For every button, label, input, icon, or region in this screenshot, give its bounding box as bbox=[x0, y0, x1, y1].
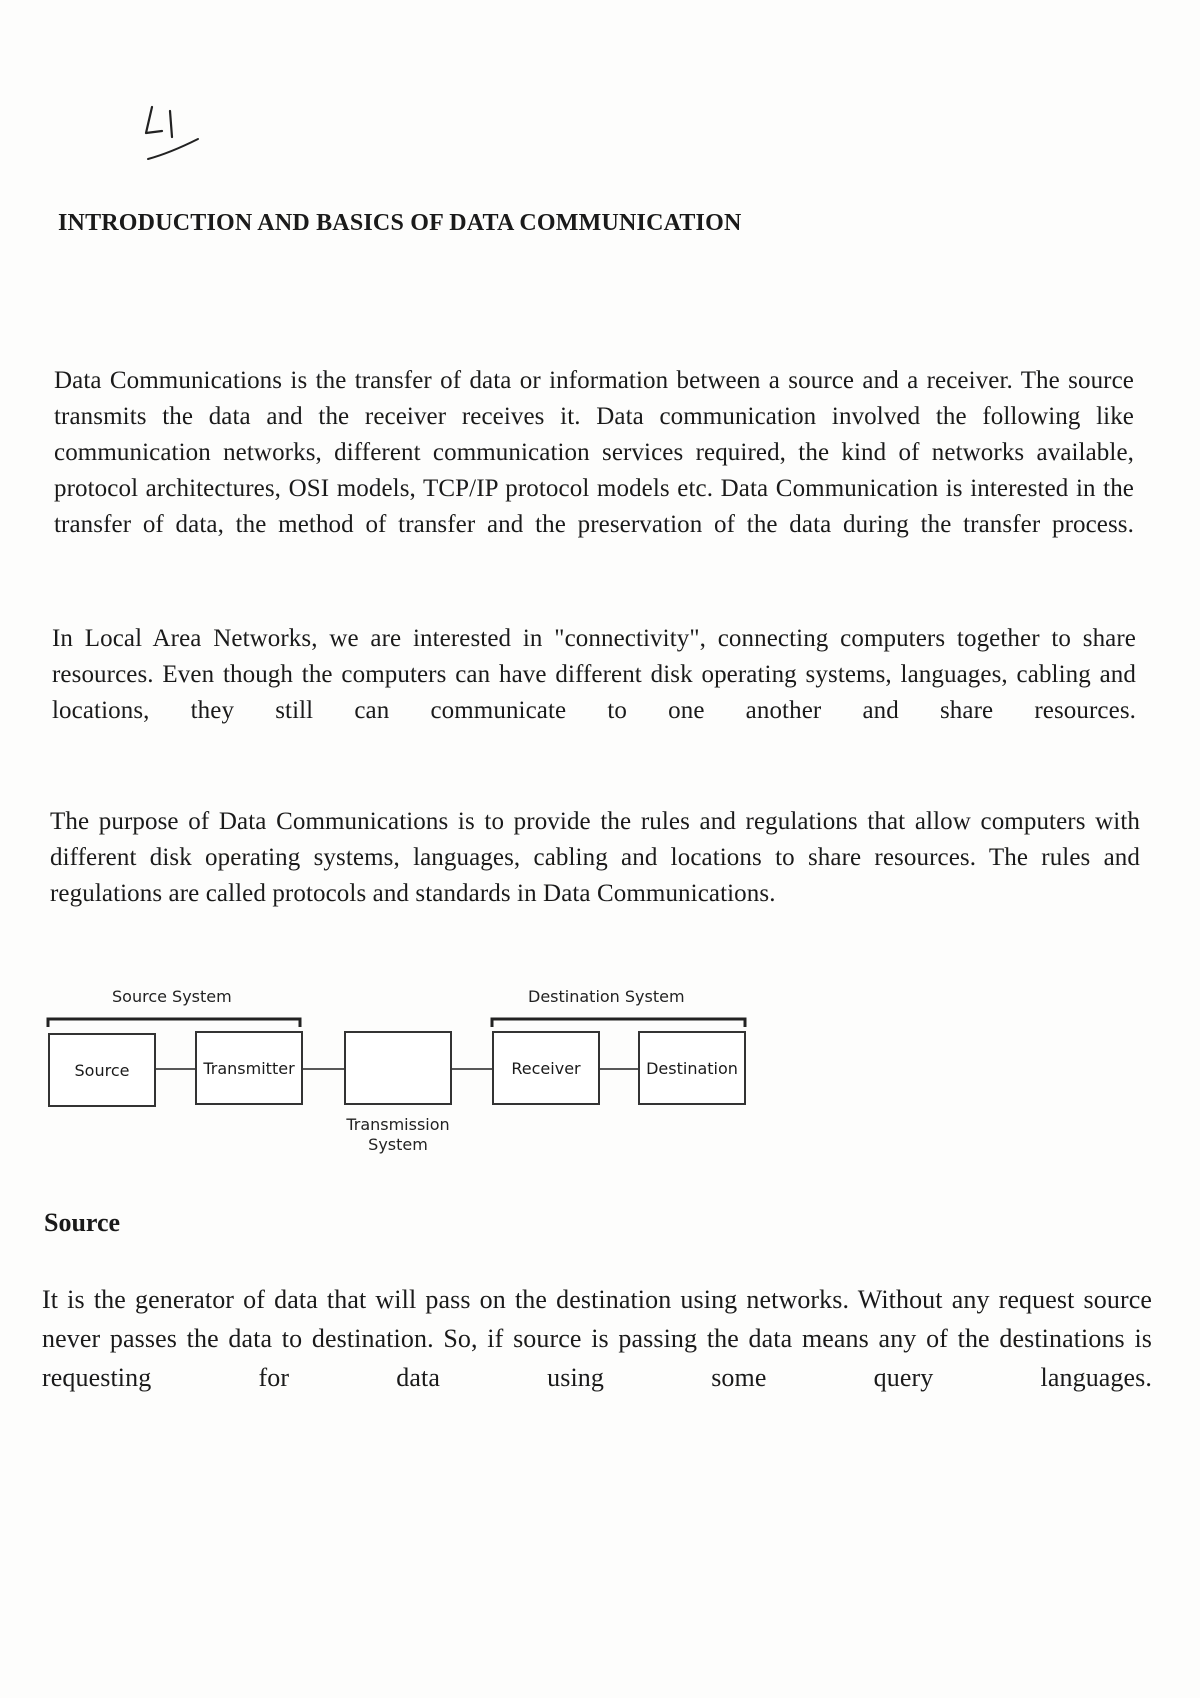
source-system-label: Source System bbox=[112, 987, 232, 1006]
paragraph-data-communications: Data Communications is the transfer of data or information between a source and a receiver. The source transmits the data and the receiver receives it. Data communication involved the following like communication networks, different communication services required, the kind of networks available, protocol architectures, OSI models, TCP/IP protocol models etc. Data Communication is interested in the transfer of data, the method of transfer and the preservation of the data during the transfer process. bbox=[54, 367, 1134, 538]
transmission-system-label-line2: System bbox=[368, 1135, 428, 1154]
data-communication-diagram bbox=[40, 975, 760, 1165]
transmission-system-label-line1: Transmission bbox=[346, 1115, 450, 1134]
transmitter-box: Transmitter bbox=[195, 1031, 303, 1105]
source-system-bracket bbox=[48, 1019, 300, 1027]
paragraph-source: It is the generator of data that will pass on the destination using networks. Without any request source never passes the data to destination. So, if source is passing the data means any of the destinations is requesting for data using some query languages. bbox=[42, 1285, 1152, 1392]
source-box: Source bbox=[48, 1033, 156, 1107]
document-title: INTRODUCTION AND BASICS OF DATA COMMUNICATION bbox=[58, 210, 742, 236]
paragraph-local-area-networks: In Local Area Networks, we are interested in "connectivity", connecting computers together to share resources. Even though the computers can have different disk operating systems, languages, cabling and locations, they still can communicate to one another and share resources. bbox=[52, 625, 1136, 724]
destination-system-label: Destination System bbox=[528, 987, 685, 1006]
handwritten-page-number bbox=[140, 95, 220, 175]
receiver-box: Receiver bbox=[492, 1031, 600, 1105]
paragraph-purpose: The purpose of Data Communications is to provide the rules and regulations that allow computers with different disk operating systems, languages, cabling and locations to share resources. The rules and regulations are called protocols and standards in Data Communications. bbox=[50, 808, 1140, 907]
destination-box: Destination bbox=[638, 1031, 746, 1105]
transmission-box bbox=[344, 1031, 452, 1105]
destination-system-bracket bbox=[492, 1019, 745, 1027]
section-heading-source: Source bbox=[44, 1208, 121, 1237]
